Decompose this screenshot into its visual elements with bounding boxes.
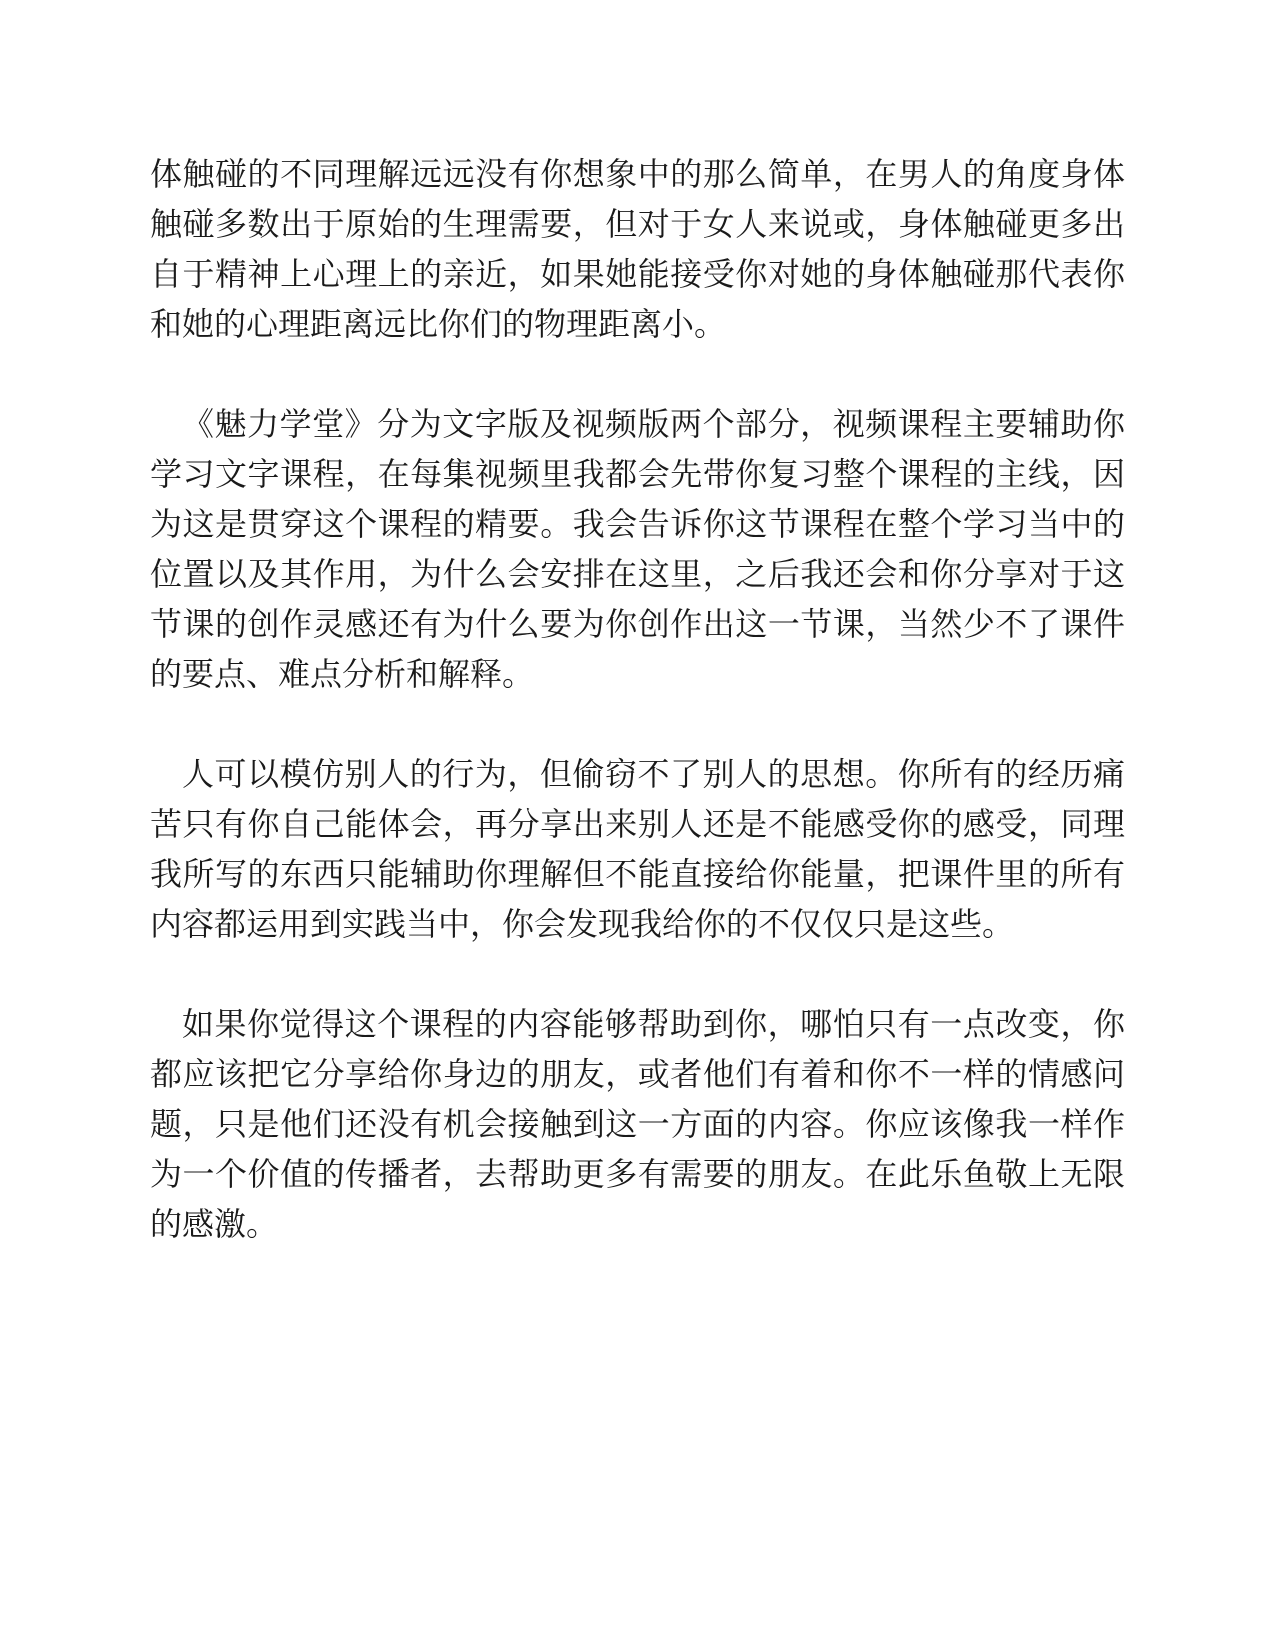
paragraph-imitation: 人可以模仿别人的行为，但偷窃不了别人的思想。你所有的经历痛苦只有你自己能体会，再分享出来别人还是不能感受你的感受，同理我所写的东西只能辅助你理解但不能直接给你能量，把课件里的所有内容都运用到实践当中，你会发现我给你的不仅仅只是这些。 [150,755,1125,943]
paragraph-course-structure: 《魅力学堂》分为文字版及视频版两个部分，视频课程主要辅助你学习文字课程，在每集视频里我都会先带你复习整个课程的主线，因为这是贯穿这个课程的精要。我会告诉你这节课程在整个学习当中的位置以及其作用，为什么会安排在这里，之后我还会和你分享对于这节课的创作灵感还有为什么要为你创作出这一节课，当然少不了课件的要点、难点分析和解释。 [150,405,1125,693]
document-body [150,149,1125,1249]
paragraph-body-touch: 体触碰的不同理解远远没有你想象中的那么简单，在男人的角度身体触碰多数出于原始的生理需要，但对于女人来说或，身体触碰更多出自于精神上心理上的亲近，如果她能接受你对她的身体触碰那代表你和她的心理距离远比你们的物理距离小。 [150,155,1125,343]
paragraph-share-request: 如果你觉得这个课程的内容能够帮助到你，哪怕只有一点改变，你都应该把它分享给你身边的朋友，或者他们有着和你不一样的情感问题，只是他们还没有机会接触到这一方面的内容。你应该像我一样作为一个价值的传播者，去帮助更多有需要的朋友。在此乐鱼敬上无限的感激。 [150,1005,1125,1243]
